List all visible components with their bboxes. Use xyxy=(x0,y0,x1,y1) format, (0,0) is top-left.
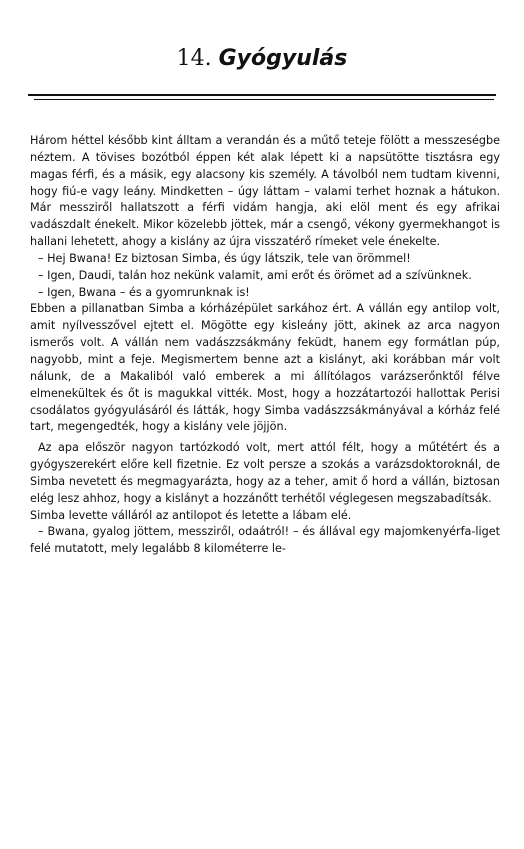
paragraph: – Hej Bwana! Ez biztosan Simba, és úgy látszik, tele van örömmel! xyxy=(38,251,411,265)
paragraph: – Bwana, gyalog jöttem, messziről, odaátról! – és állával egy majomkenyérfa-liget felé mutatott, mely legalább 8 kilométerre le- xyxy=(30,525,500,556)
paragraph: Három héttel később kint álltam a verandán és a műtő teteje fölött a messzeségbe néztem. A tövises bozótból éppen két alak lépett ki a napsütötte tisztásra egy magas férfi, és a másik, egy alacsony kis személy. A távolból nem tudtam kivenni, hogy fiú-e vagy leány. Mindketten – úgy láttam – valami terhet hoznak a hátukon. Már messziről hallatszott a férfi vidám hangja, aki elöl ment és egy afrikai vadászdalt énekelt. Mikor közelebb jöttek, már a csengő, vékony gyermekhangot is hallani lehetett, ahogy a kislány az újra visszatérő rímeket vele énekelte. xyxy=(30,134,500,249)
chapter-number: 14. xyxy=(176,46,212,71)
heading-rule-thick xyxy=(28,94,496,96)
paragraph: – Igen, Daudi, talán hoz nekünk valamit, ami erőt és örömet ad a szívünknek. xyxy=(38,268,472,282)
paragraph: Az apa először nagyon tartózkodó volt, mert attól félt, hogy a műtétért és a gyógyszerekért előre kell fizetnie. Ez volt persze a szokás a varázsdoktoroknál, de Simba nevetett és megmagyarázta, hogy az a teher, amit ő hord a vállán, biztosan elég lesz ahhoz, hogy a kislányt a hozzánőtt terhétől véglegesen megszabadítsák. xyxy=(30,441,500,505)
paragraph: – Igen, Bwana – és a gyomrunknak is! xyxy=(38,285,250,299)
chapter-heading xyxy=(0,45,524,73)
page-body xyxy=(30,133,500,558)
chapter-title: Gyógyulás xyxy=(218,46,348,71)
heading-rule-thin xyxy=(34,99,494,100)
paragraph: Simba levette válláról az antilopot és letette a lábam elé. xyxy=(30,508,352,522)
paragraph: Ebben a pillanatban Simba a kórházépület sarkához ért. A vállán egy antilop volt, amit nyílvesszővel ejtett el. Mögötte egy kisleány jött, akinek az arca nagyon ismerős volt. A vállán nem vadászzsákmány feküdt, hanem egy formátlan púp, nagyobb, mint a feje. Megismertem benne azt a kislányt, aki korábban már volt nálunk, de a Makaliból való emberek a mi állítólagos varázserőnktől félve elmenekültek és őt is magukkal vitték. Most, hogy a hozzátartozói hallottak Perisi csodálatos gyógyulásáról és látták, hogy Simba vadászzsákmányával a kórház felé tart, megengedték, hogy a kislány vele jöjjön. xyxy=(30,302,500,434)
